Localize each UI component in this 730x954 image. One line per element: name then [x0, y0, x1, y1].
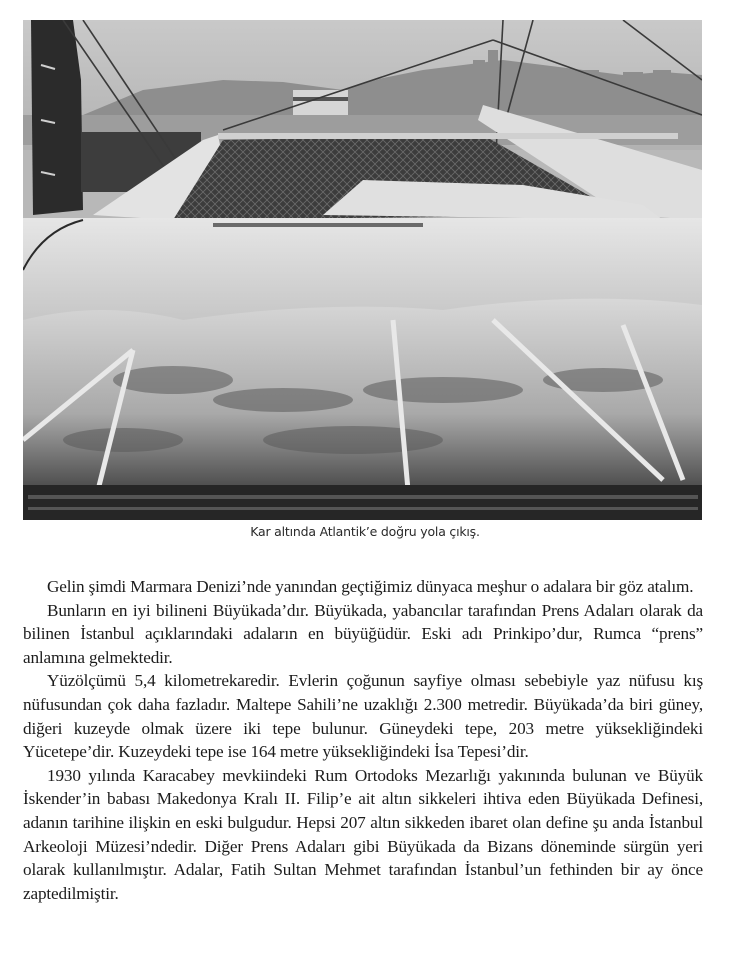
- paragraph: Bunların en iyi bilineni Büyükada’dır. Büyükada, yabancılar tarafından Prens Adaları olarak da bilinen İstanbul açıklarındaki adaların en büyüğüdür. Eski adı Prinkipo’dur, Rumca “prens” anlamına gelmektedir.: [23, 600, 703, 667]
- paragraph: Yüzölçümü 5,4 kilometrekaredir. Evlerin çoğunun sayfiye olması sebebiyle yaz nüfusu kış nüfusundan çok daha fazladır. Maltepe Sahili’ne uzaklığı 2.300 metredir. Büyükada’da biri güney, diğeri kuzeyde olmak üzere iki tepe bulunur. Güneydeki tepe, 203 metre yüksekliğindeki Yücetepe’dir. Kuzeydeki tepe ise 164 metre yüksekliğindeki İsa Tepesi’dir.: [23, 671, 703, 762]
- paragraph: Gelin şimdi Marmara Denizi’nde yanından geçtiğimiz dünyaca meşhur o adalara bir göz atalım.: [47, 577, 694, 596]
- ferry: [293, 90, 348, 115]
- mast-left: [31, 20, 83, 215]
- figure-photo: [23, 20, 702, 520]
- photo-illustration: [23, 20, 702, 520]
- snow-covered-sail-bag: [23, 299, 702, 490]
- net-edge: [23, 485, 702, 520]
- figure-caption: Kar altında Atlantik’e doğru yola çıkış.: [250, 524, 480, 539]
- body-text: [23, 575, 703, 905]
- paragraph: 1930 yılında Karacabey mevkiindeki Rum Ortodoks Mezarlığı yakınında bulunan ve Büyük İskender’in babası Makedonya Kralı II. Filip’e ait altın sikkeleri ihtiva eden Büyükada Definesi, adanın tarihine ilişkin en eski bulgudur. Hepsi 207 altın sikkeden ibaret olan define şu anda İstanbul Arkeoloji Müzesi’ndedir. Diğer Prens Adaları gibi Büyükada da Bizans döneminde sürgün yeri olarak kullanılmıştır. Adalar, Fatih Sultan Mehmet tarafından İstanbul’un fethinden bir ay önce zaptedilmiştir.: [23, 765, 703, 903]
